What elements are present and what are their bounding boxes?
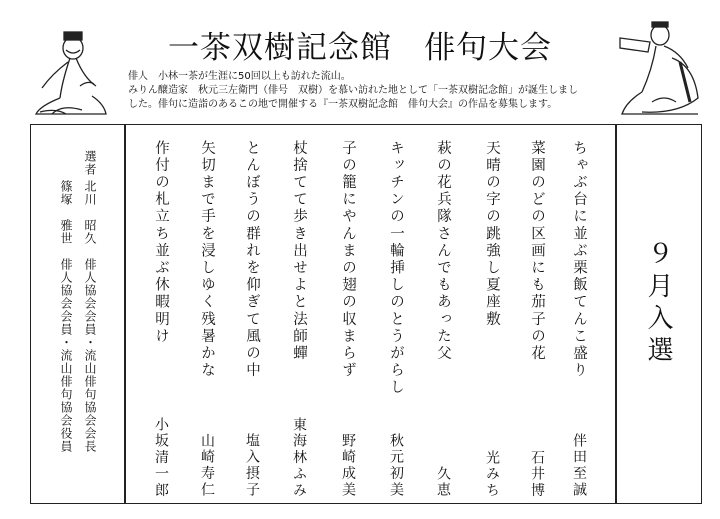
haiku-author: 山崎寿仁 <box>199 433 215 499</box>
selector-shinozuka: 篠塚 雅世 俳人協会会員・流山俳句協会役員 <box>59 180 73 453</box>
haiku-author: 久恵 <box>435 466 451 499</box>
haiku-author: 塩入摂子 <box>244 433 260 499</box>
haiku-text: 萩の花兵隊さんでもあった父 <box>435 140 451 363</box>
intro-line: 俳人 小林一茶が生涯に50回以上も訪れた流山。 <box>128 71 351 82</box>
haiku-text: 菜園のどの区画にも茄子の花 <box>529 140 545 363</box>
selector-kitagawa: 北川 昭久 俳人協会会員・流山俳句協会会長 <box>83 180 97 453</box>
haiku-author: 石井博 <box>529 449 545 499</box>
haiku-board <box>30 124 702 504</box>
haiku-text: 矢切まで手を浸しゆく残暑かな <box>199 140 215 380</box>
selectors-heading: 選者 <box>83 150 97 176</box>
header <box>0 0 720 118</box>
intro-line: みりん醸造家 秋元三左衛門（俳号 双樹）を慕い訪れた地として「一茶双樹記念館」が誕生しまし <box>128 85 578 96</box>
intro-text <box>128 70 608 112</box>
haiku-text: 作付の札立ち並ぶ休暇明け <box>153 140 169 346</box>
haiku-text: とんぼうの群れを仰ぎて風の中 <box>244 140 260 380</box>
haiku-text: 杖捨てて歩き出せよと法師蟬 <box>291 140 307 363</box>
haiku-author: 野崎成美 <box>340 433 356 499</box>
page-title: 一茶双樹記念館 俳句大会 <box>168 30 552 66</box>
haiku-author: 秋元初美 <box>388 433 404 499</box>
divider-left <box>124 124 126 504</box>
haiku-author: 小坂清一郎 <box>153 417 169 499</box>
haiku-text: ちゃぶ台に並ぶ栗飯てんこ盛り <box>571 140 587 380</box>
month-label: ９月入選 <box>643 240 673 368</box>
intro-line: した。俳句に造詣のあるこの地で開催する『一茶双樹記念館 俳句大会』の作品を募集します。 <box>128 99 558 110</box>
haiku-author: 光みち <box>484 449 500 499</box>
haiku-author: 伴田至誠 <box>571 433 587 499</box>
soju-portrait-illustration <box>612 18 702 118</box>
issa-portrait-illustration <box>30 28 115 118</box>
haiku-text: キッチンの一輪挿しのとうがらし <box>388 140 404 397</box>
haiku-author: 東海林ふみ <box>291 417 307 499</box>
haiku-text: 子の籠にやんまの翅の収まらず <box>340 140 356 380</box>
divider-right <box>615 124 617 504</box>
haiku-text: 天晴の字の跳強し夏座敷 <box>484 140 500 329</box>
